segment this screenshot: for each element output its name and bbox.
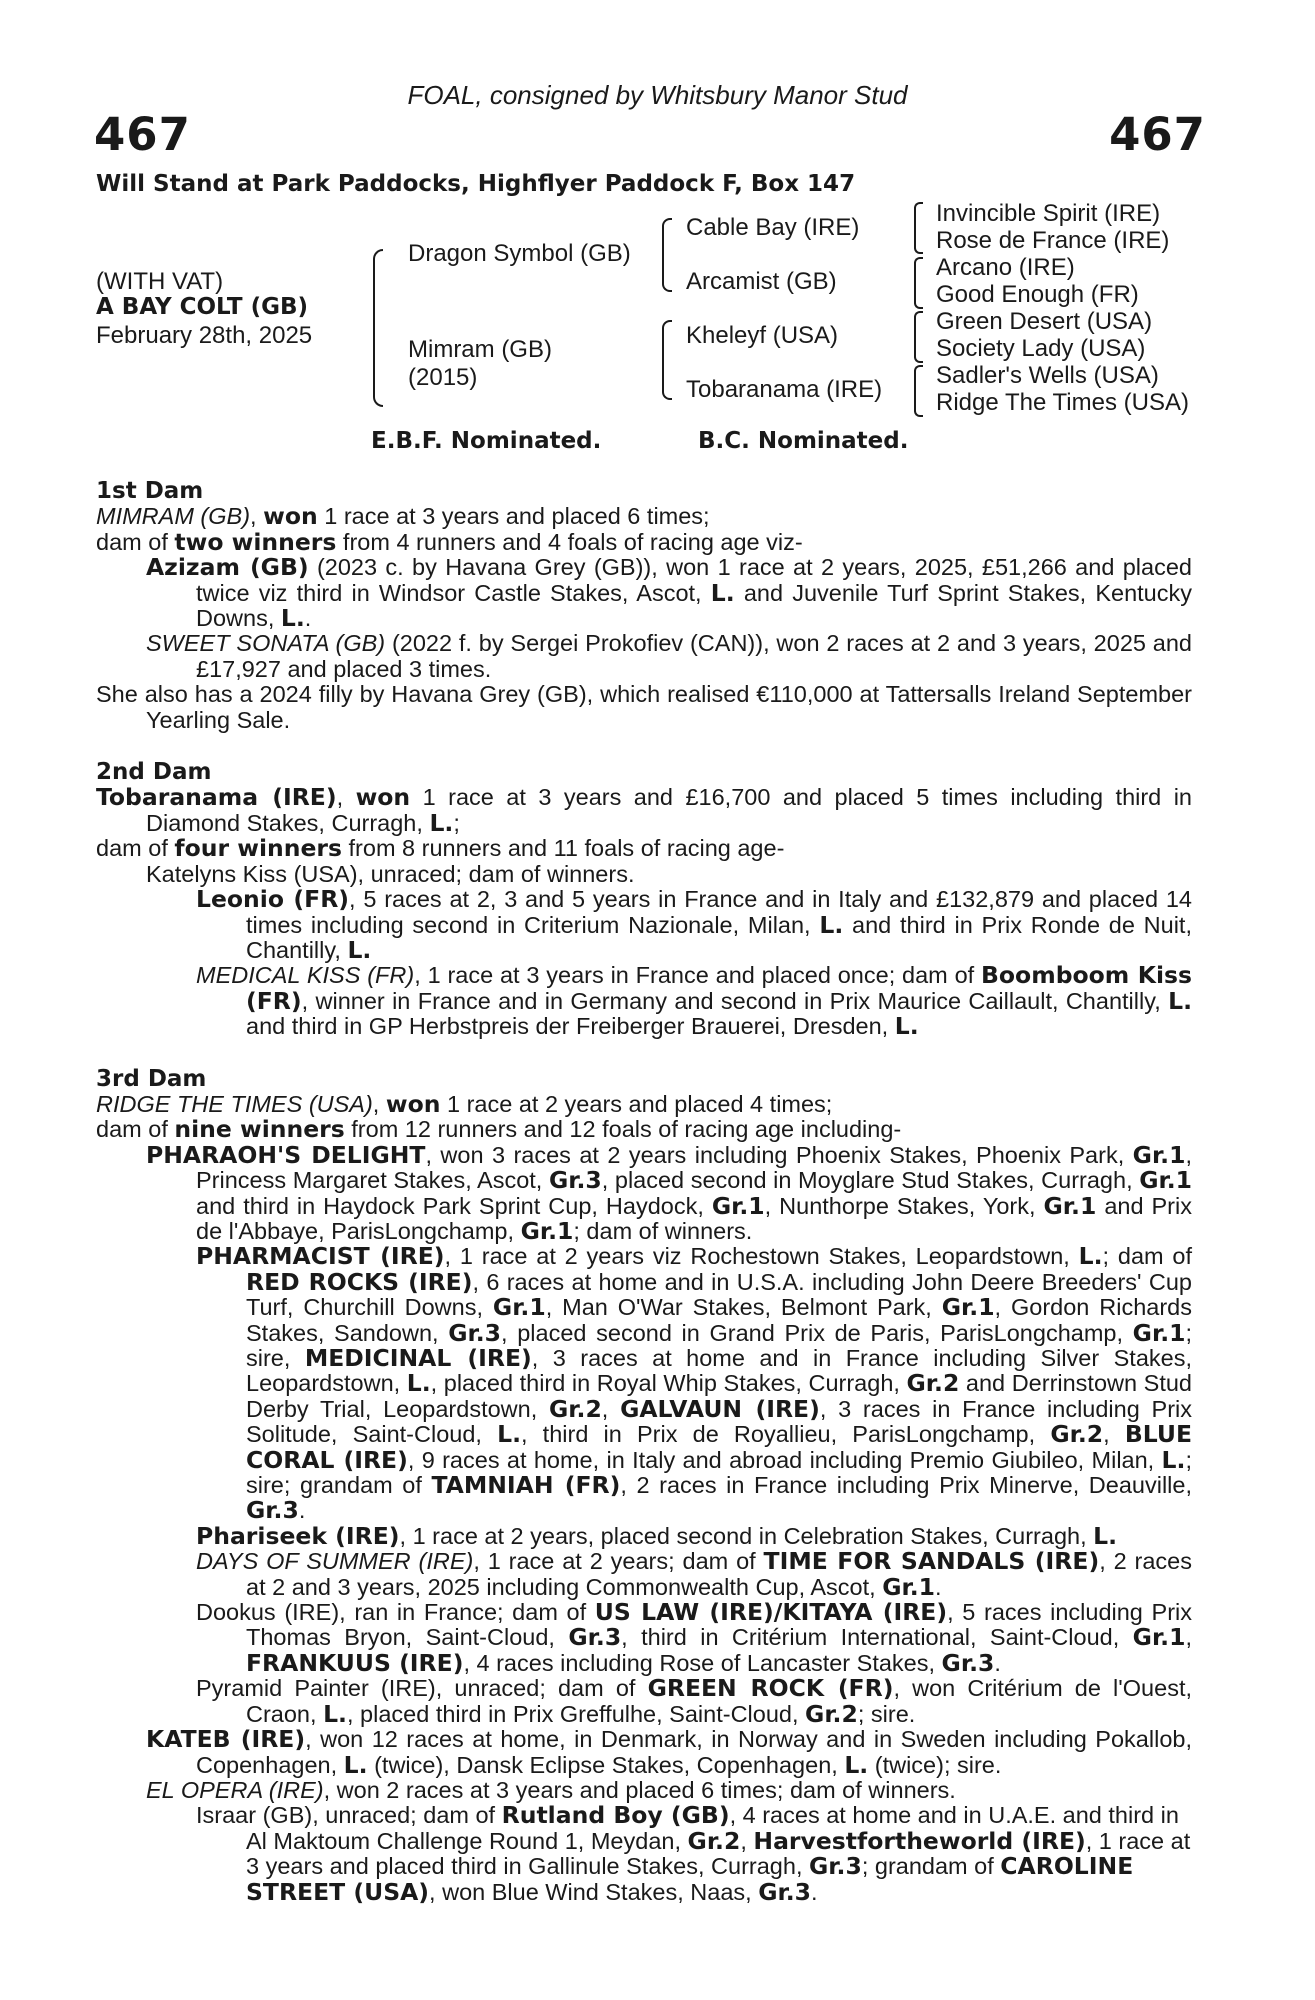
lot-number-right: 467 [1109,108,1206,161]
second-dam-heading: 2nd Dam [96,759,212,786]
sire-dam: Arcamist (GB) [686,268,837,295]
bc-nomination: B.C. Nominated. [698,428,909,454]
sire-name: Dragon Symbol (GB) [408,240,631,267]
lot-number-left: 467 [94,108,191,161]
third-dam-heading: 3rd Dam [96,1065,207,1092]
offspring-katelyns-kiss: Katelyns Kiss (USA), unraced; dam of winners. [146,860,635,887]
pedigree-brace-g2 [914,257,923,309]
offspring-israar: Israar (GB), unraced; dam of Rutland Boy (GB), 4 races at home and in U.A.E. and third in Al Maktoum Challenge Round 1, Meydan, Gr.2, Harvestfortheworld (IRE), 1 race at 3 years and placed third in Gallinule Stakes, Curragh, Gr.3; grandam of CAROLINE STREET (USA), won Blue Wind Stakes, Naas, Gr.3. [196,1801,1191,1906]
first-dam-heading: 1st Dam [96,478,204,504]
horse-name: A BAY COLT (GB) [96,294,309,320]
dam-sire: Kheleyf (USA) [686,322,839,349]
offspring-medical-kiss: MEDICAL KISS (FR), 1 race at 3 years in France and placed once; dam of Boomboom Kiss (FR), winner in France and in Germany and second in Prix Maurice Caillault, Chantilly, L. and third in GP Herbstpreis der Freiberger Brauerei, Dresden, L. [196,961,1192,1041]
offspring-days-of-summer: DAYS OF SUMMER (IRE), 1 race at 2 years; dam of TIME FOR SANDALS (IRE), 2 races at 2 and 3 years, 2025 including Commonwealth Cup, Ascot, Gr.1. [196,1547,1192,1601]
pedigree-brace-g3 [914,311,923,363]
ebf-nomination: E.B.F. Nominated. [371,428,602,454]
third-dam-produce: dam of nine winners from 12 runners and 12 foals of racing age including- [96,1115,902,1144]
pedigree-brace-dam [662,320,672,400]
gg-2: Rose de France (IRE) [936,227,1170,254]
gg-7: Sadler's Wells (USA) [936,362,1159,389]
offspring-pharaohs-delight: PHARAOH'S DELIGHT, won 3 races at 2 years including Phoenix Stakes, Phoenix Park, Gr.1, Princess Margaret Stakes, Ascot, Gr.3, placed second in Moyglare Stud Stakes, Curragh, Gr.1 and third in Haydock Park Sprint Cup, Haydock, Gr.1, Nunthorpe Stakes, York, Gr.1 and Prix de l'Abbaye, ParisLongchamp, Gr.1; dam of winners. [146,1140,1193,1245]
gg-3: Arcano (IRE) [936,254,1075,281]
consignor-line: FOAL, consigned by Whitsbury Manor Stud [407,80,908,110]
first-dam-note: She also has a 2024 filly by Havana Grey (GB), which realised €110,000 at Tattersalls Ireland September Yearling Sale. [96,681,1192,733]
offspring-el-opera: EL OPERA (IRE), won 2 races at 3 years and placed 6 times; dam of winners. [146,1776,956,1803]
vat-label: (WITH VAT) [96,268,224,295]
offspring-sweet-sonata: SWEET SONATA (GB) (2022 f. by Sergei Prokofiev (CAN)), won 2 races at 2 and 3 years, 2025 and £17,927 and placed 3 times. [146,630,1192,682]
catalogue-body [96,479,1192,1905]
third-dam-record: RIDGE THE TIMES (USA), won 1 race at 2 years and placed 4 times; [96,1089,833,1118]
gg-6: Society Lady (USA) [936,335,1146,362]
offspring-leonio: Leonio (FR), 5 races at 2, 3 and 5 years in France and in Italy and £132,879 and placed 14 times including second in Criterium Nazionale, Milan, L. and third in Prix Ronde de Nuit, Chantilly, L. [196,885,1192,964]
sire-sire: Cable Bay (IRE) [686,214,860,241]
pedigree-brace-g1 [914,202,923,254]
dam-dam: Tobaranama (IRE) [686,376,883,403]
pedigree-brace-sire [662,218,672,292]
offspring-pharmacist: PHARMACIST (IRE), 1 race at 2 years viz Rochestown Stakes, Leopardstown, L.; dam of RED ROCKS (IRE), 6 races at home and in U.S.A. including John Deere Breeders' Cup Turf, Churchill Downs, Gr.1, Man O'War Stakes, Belmont Park, Gr.1, Gordon Richards Stakes, Sandown, Gr.3, placed second in Grand Prix de Paris, ParisLongchamp, Gr.1; sire, MEDICINAL (IRE), 3 races at home and in France including Silver Stakes, Leopardstown, L., placed third in Royal Whip Stakes, Curragh, Gr.2 and Derrinstown Stud Derby Trial, Leopardstown, Gr.2, GALVAUN (IRE), 3 races in France including Prix Solitude, Saint-Cloud, L., third in Prix de Royallieu, ParisLongchamp, Gr.2, BLUE CORAL (IRE), 9 races at home, in Italy and abroad including Premio Giubileo, Milan, L.; sire; grandam of TAMNIAH (FR), 2 races in France including Prix Minerve, Deauville, Gr.3. [196,1242,1193,1525]
gg-1: Invincible Spirit (IRE) [936,200,1161,227]
pedigree-brace-main [373,249,383,407]
dam-name: Mimram (GB) [408,336,552,363]
first-dam-produce: dam of two winners from 4 runners and 4 foals of racing age viz- [96,527,803,556]
dam-year: (2015) [408,364,478,391]
offspring-dookus: Dookus (IRE), ran in France; dam of US LAW (IRE)/KITAYA (IRE), 5 races including Prix Thomas Bryon, Saint-Cloud, Gr.3, third in Critérium International, Saint-Cloud, Gr.1, FRANKUUS (IRE), 4 races including Rose of Lancaster Stakes, Gr.3. [196,1598,1192,1677]
first-dam-record: MIMRAM (GB), won 1 race at 3 years and placed 6 times; [96,502,710,531]
second-dam-record: Tobaranama (IRE), won 1 race at 3 years and £16,700 and placed 5 times including third in Diamond Stakes, Curragh, L.; [96,783,1192,837]
gg-8: Ridge The Times (USA) [936,389,1189,416]
location-line: Will Stand at Park Paddocks, Highflyer Paddock F, Box 147 [96,171,856,197]
second-dam-produce: dam of four winners from 8 runners and 11 foals of racing age- [96,834,785,863]
offspring-kateb: KATEB (IRE), won 12 races at home, in Denmark, in Norway and in Sweden including Pokallob, Copenhagen, L. (twice), Dansk Eclipse Stakes, Copenhagen, L. (twice); sire. [146,1725,1192,1779]
offspring-azizam: Azizam (GB) (2023 c. by Havana Grey (GB)), won 1 race at 2 years, 2025, £51,266 and placed twice viz third in Windsor Castle Stakes, Ascot, L. and Juvenile Turf Sprint Stakes, Kentucky Downs, L.. [146,553,1192,633]
offspring-pyramid-painter: Pyramid Painter (IRE), unraced; dam of GREEN ROCK (FR), won Critérium de l'Ouest, Craon, L., placed third in Prix Greffulhe, Saint-Cloud, Gr.2; sire. [196,1674,1192,1728]
offspring-phariseek: Phariseek (IRE), 1 race at 2 years, placed second in Celebration Stakes, Curragh, L. [196,1521,1118,1550]
gg-5: Green Desert (USA) [936,308,1153,335]
gg-4: Good Enough (FR) [936,281,1139,308]
pedigree-brace-g4 [914,365,923,417]
foaling-date: February 28th, 2025 [96,322,313,349]
